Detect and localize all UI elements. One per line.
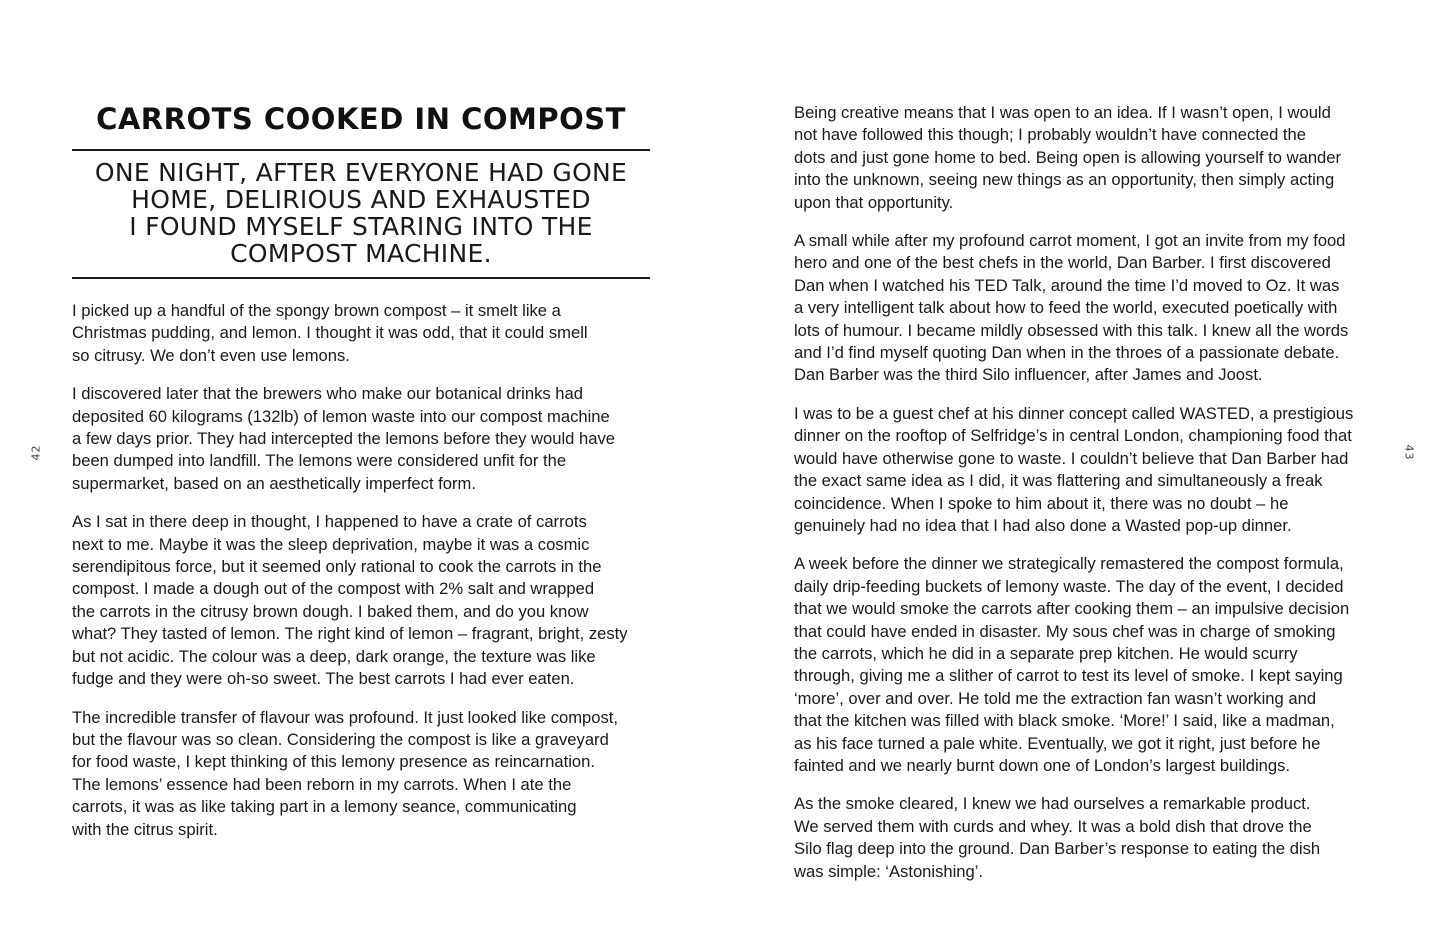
text-line: with the citrus spirit.: [72, 819, 218, 839]
text-line: the carrots, which he did in a separate prep kitchen. He would scurry: [794, 643, 1298, 663]
left-body-text: [72, 300, 652, 857]
text-line: a very intelligent talk about how to feed the world, executed poetically with: [794, 298, 1338, 318]
text-line: next to me. Maybe it was the sleep deprivation, maybe it was a cosmic: [72, 534, 590, 554]
left-page: [0, 0, 722, 948]
paragraph: [72, 300, 652, 367]
right-page: [722, 0, 1445, 948]
pull-quote: [72, 159, 650, 267]
text-line: upon that opportunity.: [794, 192, 954, 212]
text-line: that the kitchen was filled with black smoke. ‘More!’ I said, like a madman,: [794, 711, 1335, 731]
text-line: through, giving me a slither of carrot to test its level of smoke. I kept saying: [794, 666, 1343, 686]
text-line: and I’d find myself quoting Dan when in the throes of a passionate debate.: [794, 343, 1340, 363]
text-line: The incredible transfer of flavour was profound. It just looked like compost,: [72, 707, 619, 727]
paragraph: [72, 707, 652, 841]
page-number-right: 43: [1402, 444, 1416, 461]
text-line: that we would smoke the carrots after cooking them – an impulsive decision: [794, 599, 1350, 619]
pull-quote-line: COMPOST MACHINE.: [230, 239, 492, 268]
text-line: We served them with curds and whey. It was a bold dish that drove the: [794, 816, 1312, 836]
pull-quote-rule-bottom: [72, 277, 650, 279]
text-line: into the unknown, seeing new things as an opportunity, then simply acting: [794, 170, 1335, 190]
text-line: for food waste, I kept thinking of this lemony presence as reincarnation.: [72, 752, 595, 772]
pull-quote-line: HOME, DELIRIOUS AND EXHAUSTED: [131, 185, 591, 214]
text-line: As I sat in there deep in thought, I happened to have a crate of carrots: [72, 512, 587, 532]
pull-quote-line: I FOUND MYSELF STARING INTO THE: [129, 212, 593, 241]
text-line: but the flavour was so clean. Considering the compost is like a graveyard: [72, 729, 609, 749]
text-line: Christmas pudding, and lemon. I thought it was odd, that it could smell: [72, 323, 588, 343]
text-line: deposited 60 kilograms (132lb) of lemon waste into our compost machine: [72, 406, 610, 426]
text-line: dinner on the rooftop of Selfridge’s in central London, championing food that: [794, 426, 1352, 446]
text-line: but not acidic. The colour was a deep, dark orange, the texture was like: [72, 646, 596, 666]
text-line: As the smoke cleared, I knew we had ourselves a remarkable product.: [794, 794, 1311, 814]
text-line: coincidence. When I spoke to him about it, there was no doubt – he: [794, 493, 1289, 513]
text-line: Dan Barber was the third Silo influencer, after James and Joost.: [794, 365, 1263, 385]
text-line: compost. I made a dough out of the compost with 2% salt and wrapped: [72, 579, 595, 599]
text-line: The lemons’ essence had been reborn in my carrots. When I ate the: [72, 774, 572, 794]
paragraph: [794, 102, 1374, 214]
text-line: Being creative means that I was open to an idea. If I wasn’t open, I would: [794, 103, 1331, 122]
text-line: carrots, it was as like taking part in a lemony seance, communicating: [72, 797, 577, 817]
text-line: was simple: ‘Astonishing’.: [794, 861, 984, 881]
text-line: Dan when I watched his TED Talk, around the time I’d moved to Oz. It was: [794, 275, 1340, 295]
text-line: a few days prior. They had intercepted the lemons before they would have: [72, 429, 616, 449]
text-line: the exact same idea as I did, it was flattering and simultaneously a freak: [794, 471, 1323, 491]
text-line: the carrots in the citrusy brown dough. I baked them, and do you know: [72, 601, 589, 621]
chapter-title: CARROTS COOKED IN COMPOST: [96, 102, 626, 136]
pull-quote-line: ONE NIGHT, AFTER EVERYONE HAD GONE: [94, 158, 628, 187]
text-line: not have followed this though; I probably wouldn’t have connected the: [794, 125, 1306, 145]
text-line: I picked up a handful of the spongy brown compost – it smelt like a: [72, 301, 561, 320]
text-line: fainted and we nearly burnt down one of London’s largest buildings.: [794, 755, 1291, 775]
text-line: been dumped into landfill. The lemons were considered unfit for the: [72, 451, 567, 471]
paragraph: [794, 553, 1374, 777]
text-line: A small while after my profound carrot moment, I got an invite from my food: [794, 231, 1346, 251]
text-line: Silo flag deep into the ground. Dan Barber’s response to eating the dish: [794, 839, 1321, 859]
text-line: so citrusy. We don’t even use lemons.: [72, 345, 350, 365]
text-line: fudge and they were oh-so sweet. The best carrots I had ever eaten.: [72, 669, 575, 689]
text-line: ‘more’, over and over. He told me the extraction fan wasn’t working and: [794, 688, 1317, 708]
page-number-left: 42: [29, 444, 43, 461]
paragraph: [72, 383, 652, 495]
text-line: as his face turned a pale white. Eventually, we got it right, just before he: [794, 733, 1321, 753]
title-rule-top: [72, 149, 650, 151]
right-body-text: [794, 102, 1374, 899]
text-line: daily drip-feeding buckets of lemony waste. The day of the event, I decided: [794, 576, 1344, 596]
text-line: genuinely had no idea that I had also done a Wasted pop-up dinner.: [794, 515, 1292, 535]
text-line: A week before the dinner we strategically remastered the compost formula,: [794, 554, 1344, 574]
paragraph: [794, 230, 1374, 387]
text-line: would have otherwise gone to waste. I couldn’t believe that Dan Barber had: [794, 448, 1349, 468]
paragraph: [794, 793, 1374, 883]
text-line: I discovered later that the brewers who make our botanical drinks had: [72, 384, 583, 404]
paragraph: [72, 511, 652, 690]
text-line: what? They tasted of lemon. The right kind of lemon – fragrant, bright, zesty: [72, 624, 628, 644]
text-line: dots and just gone home to bed. Being open is allowing yourself to wander: [794, 147, 1342, 167]
text-line: lots of humour. I became mildly obsessed with this talk. I knew all the words: [794, 320, 1349, 340]
text-line: I was to be a guest chef at his dinner concept called WASTED, a prestigious: [794, 403, 1354, 423]
text-line: serendipitous force, but it seemed only rational to cook the carrots in the: [72, 557, 602, 577]
text-line: hero and one of the best chefs in the world, Dan Barber. I first discovered: [794, 253, 1331, 273]
text-line: that could have ended in disaster. My sous chef was in charge of smoking: [794, 621, 1336, 641]
paragraph: [794, 403, 1374, 537]
text-line: supermarket, based on an aesthetically imperfect form.: [72, 473, 476, 493]
